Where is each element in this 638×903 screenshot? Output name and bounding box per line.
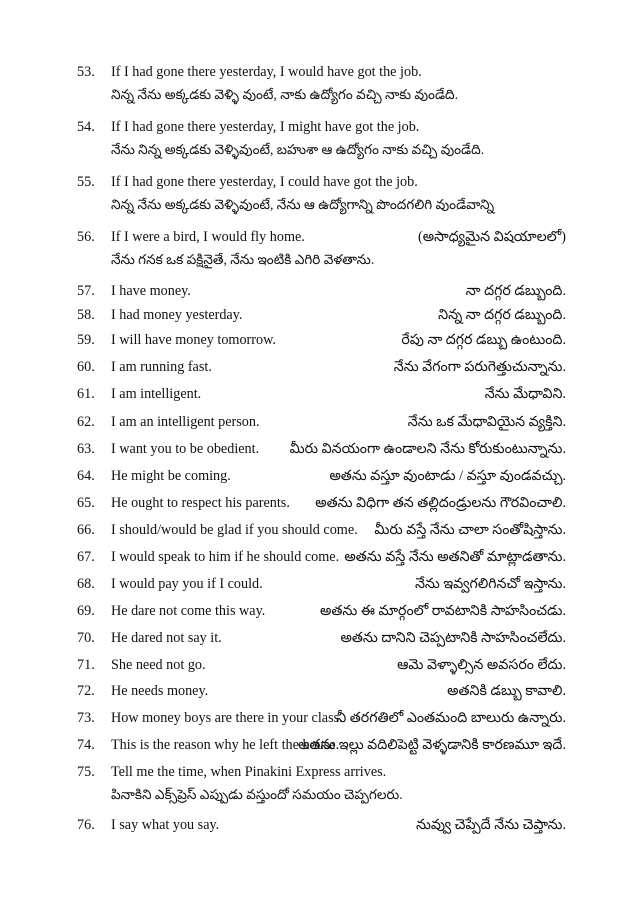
entry-57 <box>0 279 638 303</box>
entry-64 <box>0 464 638 488</box>
telugu-translation: నిన్న నేను అక్కడకు వెళ్ళివుంటే, నేను ఆ ఉద్యోగాన్ని పొందగలిగి వుండేవాన్ని <box>111 197 495 212</box>
entry-number: 75. <box>77 764 95 780</box>
english-sentence: I say what you say. <box>111 817 220 833</box>
english-sentence: He dare not come this way. <box>111 603 266 619</box>
entry-number: 76. <box>77 817 95 833</box>
entry-row <box>0 626 638 650</box>
telugu-translation: మీరు వినయంగా ఉండాలని నేను కోరుకుంటున్నాను. <box>289 441 566 457</box>
english-sentence: He might be coming. <box>111 468 231 484</box>
telugu-translation: నీ తరగతిలో ఎంతమంది బాలురు ఉన్నారు. <box>336 710 566 726</box>
entry-69 <box>0 599 638 623</box>
entry-number: 63. <box>77 441 95 457</box>
english-sentence: He needs money. <box>111 683 209 699</box>
english-sentence: If I had gone there yesterday, I would have got the job. <box>111 64 422 80</box>
entry-number: 59. <box>77 332 95 348</box>
entry-number: 62. <box>77 414 95 430</box>
entry-row <box>0 437 638 461</box>
entry-row <box>0 679 638 703</box>
entry-row <box>0 813 638 837</box>
telugu-translation: అతను ఇల్లు వదిలిపెట్టి వెళ్ళడానికి కారణమూ ఇదే. <box>298 737 566 753</box>
telugu-translation: అతను దానిని చెప్పటానికి సాహసించలేదు. <box>340 630 566 646</box>
telugu-translation: రేపు నా దగ్గర డబ్బు ఉంటుంది. <box>401 332 566 348</box>
english-sentence: Tell me the time, when Pinakini Express arrives. <box>111 764 387 780</box>
english-sentence: I am an intelligent person. <box>111 414 260 430</box>
entry-56 <box>0 225 638 271</box>
entry-67 <box>0 545 638 569</box>
telugu-translation: నువ్వు చెప్పేదే నేను చెప్తాను. <box>416 817 566 833</box>
telugu-translation: అతను ఈ మార్గంలో రావటానికి సాహసించడు. <box>320 603 566 619</box>
entry-number: 55. <box>77 174 95 190</box>
entry-row <box>0 464 638 488</box>
telugu-note: (అసాధ్యమైన విషయాలలో) <box>417 229 566 245</box>
english-sentence: He ought to respect his parents. <box>111 495 290 511</box>
entry-row <box>0 599 638 623</box>
english-sentence: I want you to be obedient. <box>111 441 260 457</box>
entry-row <box>0 410 638 434</box>
entry-row <box>0 279 638 303</box>
english-sentence: I am intelligent. <box>111 386 202 402</box>
entry-63 <box>0 437 638 461</box>
entry-row <box>0 760 638 784</box>
entry-59 <box>0 328 638 352</box>
telugu-translation: పినాకిని ఎక్స్‌ప్రెస్ ఎప్పుడు వస్తుందో సమయం చెప్పగలరు. <box>111 787 403 802</box>
entry-55 <box>0 170 638 216</box>
english-sentence: I had money yesterday. <box>111 307 243 323</box>
entry-number: 53. <box>77 64 95 80</box>
english-sentence: I should/would be glad if you should come. <box>111 522 358 538</box>
entry-row <box>0 653 638 677</box>
entry-61 <box>0 382 638 406</box>
telugu-translation: నేను ఒక మేధావియైన వ్యక్తిని. <box>407 414 566 430</box>
entry-number: 57. <box>77 283 95 299</box>
entry-number: 68. <box>77 576 95 592</box>
telugu-translation: మీరు వస్తే నేను చాలా సంతోషిస్తాను. <box>374 522 566 538</box>
entry-68 <box>0 572 638 596</box>
entry-53 <box>0 60 638 106</box>
entry-75 <box>0 760 638 806</box>
telugu-translation: నేను మేధావిని. <box>484 386 566 402</box>
entry-number: 66. <box>77 522 95 538</box>
entry-row <box>0 303 638 327</box>
entry-number: 58. <box>77 307 95 323</box>
entry-number: 56. <box>77 229 95 245</box>
entry-row <box>0 225 638 249</box>
entry-row <box>0 328 638 352</box>
entry-number: 64. <box>77 468 95 484</box>
telugu-translation: నిన్న నేను అక్కడకు వెళ్ళి వుంటే, నాకు ఉద్యోగం వచ్చి నాకు వుండేది. <box>111 87 459 102</box>
entry-row <box>0 572 638 596</box>
telugu-translation: అతనికి డబ్బు కావాలి. <box>447 683 566 699</box>
entry-71 <box>0 653 638 677</box>
entry-72 <box>0 679 638 703</box>
entry-number: 70. <box>77 630 95 646</box>
english-sentence: She need not go. <box>111 657 206 673</box>
entry-row <box>0 60 638 84</box>
entry-row <box>0 733 638 757</box>
entry-73 <box>0 706 638 730</box>
english-sentence: I would speak to him if he should come. <box>111 549 340 565</box>
entry-65 <box>0 491 638 515</box>
entry-row <box>0 706 638 730</box>
telugu-translation: నిన్న నా దగ్గర డబ్బుంది. <box>438 307 566 323</box>
telugu-translation: నేను నిన్న అక్కడకు వెళ్ళివుంటే, బహుశా ఆ ఉద్యోగం నాకు వచ్చి వుండేది. <box>111 142 485 157</box>
english-sentence: I am running fast. <box>111 359 212 375</box>
entry-58 <box>0 303 638 327</box>
entry-60 <box>0 355 638 379</box>
telugu-translation: నేను గనక ఒక పక్షినైతే, నేను ఇంటికి ఎగిరి వెళతాను. <box>111 252 375 267</box>
english-sentence: If I had gone there yesterday, I might have got the job. <box>111 119 420 135</box>
telugu-translation: నా దగ్గర డబ్బుంది. <box>465 283 566 299</box>
entry-number: 60. <box>77 359 95 375</box>
english-sentence: How money boys are there in your class. <box>111 710 343 726</box>
entry-number: 54. <box>77 119 95 135</box>
telugu-translation: నేను వేగంగా పరుగెత్తుచున్నాను. <box>393 359 566 375</box>
english-sentence: If I had gone there yesterday, I could have got the job. <box>111 174 418 190</box>
entry-62 <box>0 410 638 434</box>
entry-70 <box>0 626 638 650</box>
entry-76 <box>0 813 638 837</box>
entry-row <box>0 491 638 515</box>
entry-row <box>0 545 638 569</box>
entry-54 <box>0 115 638 161</box>
entry-number: 61. <box>77 386 95 402</box>
english-sentence: This is the reason why he left the house. <box>111 737 340 753</box>
english-sentence: If I were a bird, I would fly home. <box>111 229 305 245</box>
telugu-translation: అతను వస్తే నేను అతనితో మాట్లాడతాను. <box>344 549 566 565</box>
telugu-translation: ఆమె వెళ్ళాల్సిన అవసరం లేదు. <box>397 657 566 673</box>
entry-74 <box>0 733 638 757</box>
telugu-translation: అతను వస్తూ వుంటాడు / వస్తూ వుండవచ్చు. <box>329 468 566 484</box>
entry-row <box>0 518 638 542</box>
entry-number: 74. <box>77 737 95 753</box>
telugu-translation: నేను ఇవ్వగలిగినచో ఇస్తాను. <box>414 576 566 592</box>
entry-number: 65. <box>77 495 95 511</box>
telugu-translation: అతను విధిగా తన తల్లిదండ్రులను గౌరవించాలి. <box>315 495 566 511</box>
entry-number: 72. <box>77 683 95 699</box>
entry-number: 73. <box>77 710 95 726</box>
entry-row <box>0 355 638 379</box>
entry-row <box>0 170 638 194</box>
entry-number: 71. <box>77 657 95 673</box>
entry-row <box>0 115 638 139</box>
entry-row <box>0 382 638 406</box>
english-sentence: I have money. <box>111 283 191 299</box>
entry-66 <box>0 518 638 542</box>
english-sentence: He dared not say it. <box>111 630 222 646</box>
english-sentence: I will have money tomorrow. <box>111 332 276 348</box>
entry-number: 69. <box>77 603 95 619</box>
entry-number: 67. <box>77 549 95 565</box>
english-sentence: I would pay you if I could. <box>111 576 263 592</box>
